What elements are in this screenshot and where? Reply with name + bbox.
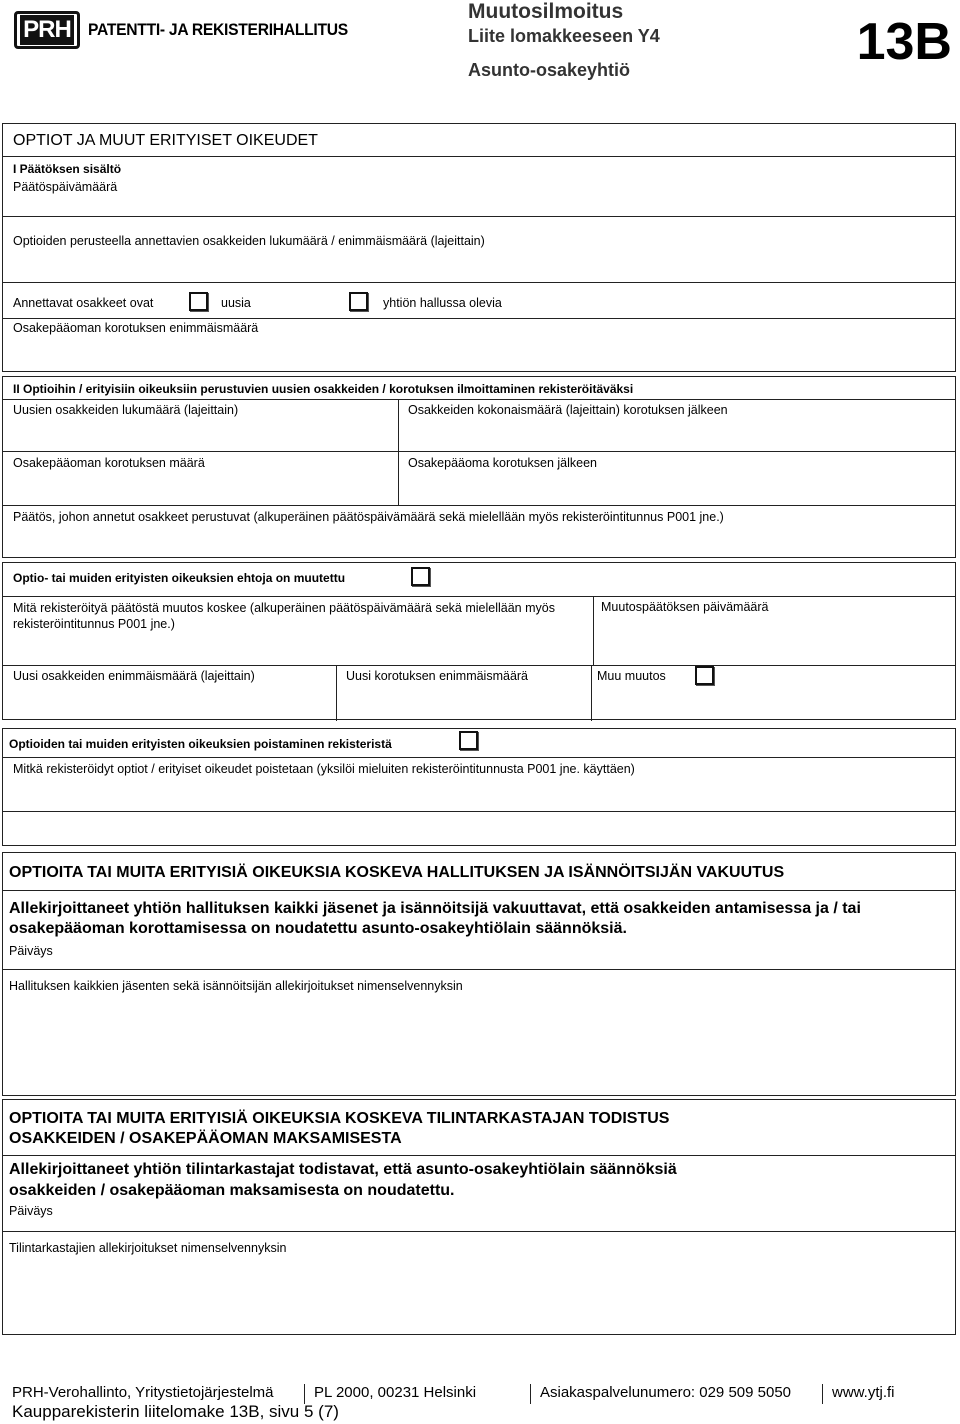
terms-changed-heading: Optio- tai muiden erityisten oikeuksien ehtoja on muutettu — [13, 571, 346, 585]
auditor-heading-line-1: OPTIOITA TAI MUITA ERITYISIÄ OIKEUKSIA KOSKEVA TILINTARKASTAJAN TODISTUS — [9, 1110, 670, 1127]
shares-are-label: Annettavat osakkeet ovat — [13, 296, 154, 310]
held-shares-checkbox[interactable] — [349, 292, 368, 311]
removal-checkbox[interactable] — [459, 731, 478, 750]
capital-after-field[interactable]: Osakepääoma korotuksen jälkeen — [408, 456, 598, 470]
prh-logo — [14, 10, 371, 50]
auditor-statement-line-1: Allekirjoittaneet yhtiön tilintarkastajat todistavat, että asunto-osakeyhtiölain säännöksiä — [9, 1161, 677, 1178]
auditor-statement-line-2: osakkeiden / osakepääoman maksamisesta on noudatettu. — [9, 1182, 455, 1199]
which-decision-field[interactable]: Mitä rekisteröityä päätöstä muutos koskee (alkuperäinen päätöspäivämäärä sekä mielellään myös rekisteröintitunnus P001 jne.) — [13, 601, 555, 631]
part-1-heading: I Päätöksen sisältö — [13, 162, 122, 176]
board-statement-line-2: osakepääoman korottamisessa on noudatettu asunto-osakeyhtiölain säännöksiä. — [9, 920, 627, 937]
section-terms-changed — [2, 562, 956, 720]
board-date-field[interactable]: Päiväys — [9, 944, 53, 958]
footer-page: Kaupparekisterin liitelomake 13B, sivu 5 (7) — [12, 1402, 339, 1421]
auditor-date-field[interactable]: Päiväys — [9, 1204, 53, 1218]
form-subtitle: Liite lomakkeeseen Y4 — [468, 26, 660, 46]
section-board-declaration — [2, 852, 956, 1096]
company-type: Asunto-osakeyhtiö — [468, 60, 631, 80]
prh-logo-text: PATENTTI- JA REKISTERIHALLITUS — [88, 20, 348, 39]
part-2-heading: II Optioihin / erityisiin oikeuksiin perustuvien uusien osakkeiden / korotuksen ilmoittaminen rekisteröitäväksi — [13, 382, 634, 396]
section-heading: OPTIOT JA MUUT ERITYISET OIKEUDET — [13, 132, 318, 149]
section-removal — [2, 728, 956, 846]
total-shares-after-field[interactable]: Osakkeiden kokonaismäärä (lajeittain) korotuksen jälkeen — [408, 403, 728, 417]
shares-count-field[interactable]: Optioiden perusteella annettavien osakkeiden lukumäärä / enimmäismäärä (lajeittain) — [13, 234, 485, 248]
increase-amount-field[interactable]: Osakepääoman korotuksen määrä — [13, 456, 205, 470]
section-registration — [2, 376, 956, 558]
auditor-heading-line-2: OSAKKEIDEN / OSAKEPÄÄOMAN MAKSAMISESTA — [9, 1130, 402, 1147]
max-increase-field[interactable]: Osakepääoman korotuksen enimmäismäärä — [13, 321, 259, 335]
new-shares-label: uusia — [221, 296, 251, 310]
which-removed-field[interactable]: Mitkä rekisteröidyt optiot / erityiset oikeudet poistetaan (yksilöi mieluiten rekisteröintitunnusta P001 jne. käyttäen) — [13, 762, 635, 776]
footer-phone: Asiakaspalvelunumero: 029 509 5050 — [540, 1384, 792, 1401]
other-change-checkbox[interactable] — [695, 666, 714, 685]
footer-org: PRH-Verohallinto, Yritystietojärjestelmä — [12, 1384, 274, 1401]
prh-logo-mark: PRH — [14, 11, 80, 49]
held-shares-label: yhtiön hallussa olevia — [383, 296, 502, 310]
removal-heading: Optioiden tai muiden erityisten oikeuksien poistaminen rekisteristä — [9, 737, 392, 751]
section-auditor-certificate — [2, 1099, 956, 1335]
new-max-increase-field[interactable]: Uusi korotuksen enimmäismäärä — [346, 669, 529, 683]
form-code: 13B — [856, 13, 952, 71]
new-shares-checkbox[interactable] — [189, 292, 208, 311]
decision-date-field[interactable]: Päätöspäivämäärä — [13, 180, 118, 194]
auditor-signatures-field[interactable]: Tilintarkastajien allekirjoitukset nimenselvennyksin — [9, 1241, 287, 1255]
footer-web[interactable]: www.ytj.fi — [832, 1384, 895, 1401]
new-max-shares-field[interactable]: Uusi osakkeiden enimmäismäärä (lajeittain) — [13, 669, 255, 683]
change-date-field[interactable]: Muutospäätöksen päivämäärä — [601, 600, 769, 614]
board-declaration-heading: OPTIOITA TAI MUITA ERITYISIÄ OIKEUKSIA KOSKEVA HALLITUKSEN JA ISÄNNÖITSIJÄN VAKUUTUS — [9, 864, 785, 881]
board-signatures-field[interactable]: Hallituksen kaikkien jäsenten sekä isännöitsijän allekirjoitukset nimenselvennyksin — [9, 979, 463, 993]
form-title: Muutosilmoitus — [468, 0, 624, 23]
other-change-label: Muu muutos — [597, 669, 666, 683]
new-shares-count-field[interactable]: Uusien osakkeiden lukumäärä (lajeittain) — [13, 403, 239, 417]
board-statement-line-1: Allekirjoittaneet yhtiön hallituksen kaikki jäsenet ja isännöitsijä vakuuttavat, että osakkeiden antamisessa ja / tai — [9, 900, 861, 917]
footer-address: PL 2000, 00231 Helsinki — [314, 1384, 477, 1401]
section-options — [2, 123, 956, 372]
terms-changed-checkbox[interactable] — [411, 567, 430, 586]
decision-reference-field[interactable]: Päätös, johon annetut osakkeet perustuvat (alkuperäinen päätöspäivämäärä sekä mielellään myös rekisteröintitunnus P001 jne.) — [13, 510, 724, 524]
